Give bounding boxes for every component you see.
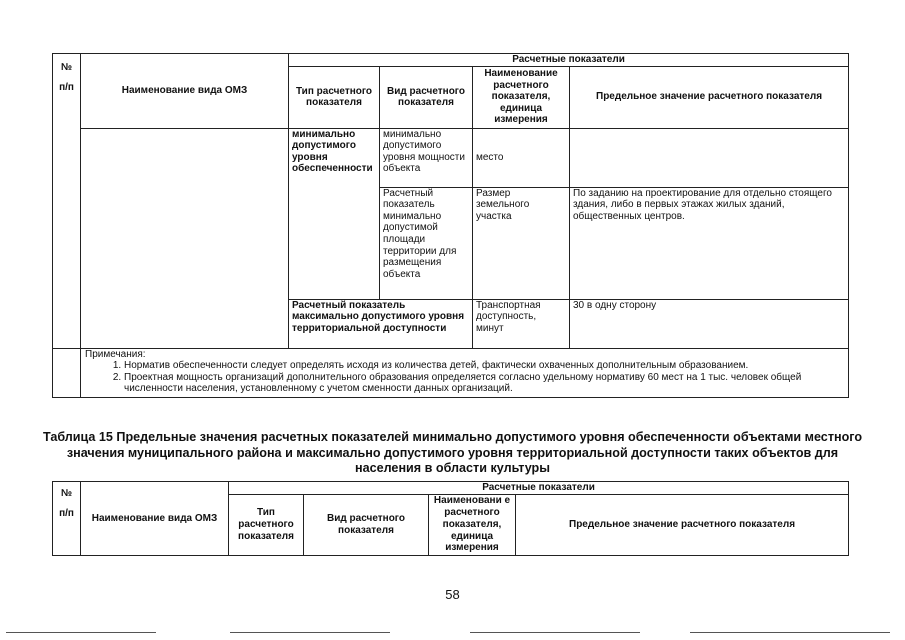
type-cell-2: Расчетный показатель максимально допустимого уровня территориальной доступности [289, 299, 473, 348]
limit-cell-1 [570, 128, 849, 187]
kind-header-2: Вид расчетного показателя [304, 494, 429, 555]
bottom-line [470, 632, 640, 633]
notes-heading: Примечания: [85, 348, 146, 360]
unit-cell-1: место [473, 128, 570, 187]
limit-header: Предельное значение расчетного показателя [570, 66, 849, 128]
type-cell-1: минимально допустимого уровня обеспеченности [289, 128, 380, 299]
name-header: Наименование вида ОМЗ [81, 54, 289, 129]
name-cell [81, 128, 289, 348]
indicators-group-header-2: Расчетные показатели [229, 482, 849, 495]
bottom-line [230, 632, 390, 633]
num-cell [53, 128, 81, 348]
note-item-1: 1. Норматив обеспеченности следует определять исходя из количества детей, фактически охваченных дополнительным образованием. [124, 360, 844, 372]
unit-header-2: Наименовани е расчетного показателя, единица измерения [429, 494, 516, 555]
num-header-2 [53, 482, 81, 556]
unit-cell-2: Размер земельного участка [473, 187, 570, 299]
num-header [53, 54, 81, 129]
note-item-2: 2. Проектная мощность организаций дополнительного образования определяется согласно удельному нормативу 60 мест на 1 тыс. человек общей численности населения, установленному с учетом сменности данных организаций. [124, 372, 844, 395]
type-header: Тип расчетного показателя [289, 66, 380, 128]
kind-cell-2: Расчетный показатель минимально допустимой площади территории для размещения объекта [380, 187, 473, 299]
notes-spacer [53, 348, 81, 397]
indicators-table-continued [52, 53, 849, 398]
kind-cell-1: минимально допустимого уровня мощности объекта [380, 128, 473, 187]
num-header-label: № [60, 62, 73, 73]
limit-header-2: Предельное значение расчетного показателя [516, 494, 849, 555]
table-15-title: Таблица 15 Предельные значения расчетных показателей минимально допустимого уровня обеспеченности объектами местного значения муниципального района и максимально допустимого уровня территориальной доступности таких объектов для населения в области культуры [42, 430, 863, 475]
bottom-line [690, 632, 890, 633]
name-header-2: Наименование вида ОМЗ [81, 482, 229, 556]
kind-header: Вид расчетного показателя [380, 66, 473, 128]
limit-cell-3: 30 в одну сторону [570, 299, 849, 348]
num-header-2-label: № [60, 488, 73, 499]
num-header-label-2: п/п [59, 81, 74, 93]
page-number: 58 [445, 587, 460, 602]
type-header-2: Тип расчетного показателя [229, 494, 304, 555]
indicators-group-header: Расчетные показатели [289, 54, 849, 67]
bottom-line [6, 632, 156, 633]
notes-list [85, 360, 844, 395]
notes-cell [81, 348, 849, 397]
unit-header: Наименование расчетного показателя, единица измерения [473, 66, 570, 128]
unit-cell-3: Транспортная доступность, минут [473, 299, 570, 348]
limit-cell-2: По заданию на проектирование для отдельно стоящего здания, либо в первых этажах жилых зданий, общественных центров. [570, 187, 849, 299]
num-header-2-label-2: п/п [59, 507, 74, 519]
culture-indicators-table [52, 481, 849, 556]
